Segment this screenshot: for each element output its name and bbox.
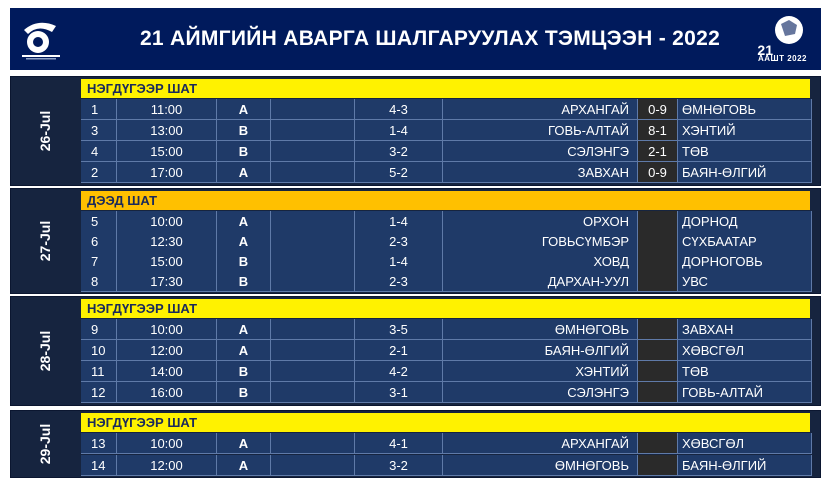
home-team: АРХАНГАЙ	[443, 433, 638, 454]
blank-cell	[271, 319, 355, 340]
match-number: 14	[81, 455, 117, 476]
match-time: 12:30	[117, 231, 217, 252]
home-team: АРХАНГАЙ	[443, 99, 638, 120]
home-team: ОРХОН	[443, 211, 638, 232]
match-score: 0-9	[638, 162, 678, 183]
match-group: B	[217, 382, 271, 403]
match-row	[81, 162, 810, 183]
away-team: ХӨВСГӨЛ	[678, 433, 812, 454]
away-team: ӨМНӨГОВЬ	[678, 99, 812, 120]
match-result: 3-2	[355, 455, 443, 476]
blank-cell	[271, 141, 355, 162]
away-team: БАЯН-ӨЛГИЙ	[678, 162, 812, 183]
match-group: B	[217, 361, 271, 382]
home-team: СЭЛЭНГЭ	[443, 382, 638, 403]
match-row	[81, 382, 810, 403]
match-group: A	[217, 319, 271, 340]
match-number: 7	[81, 251, 117, 272]
date-cell	[11, 411, 79, 477]
match-number: 11	[81, 361, 117, 382]
match-result: 4-2	[355, 361, 443, 382]
away-team: ХЭНТИЙ	[678, 120, 812, 141]
away-team: ЗАВХАН	[678, 319, 812, 340]
match-time: 14:00	[117, 361, 217, 382]
day-block	[10, 188, 821, 294]
match-group: A	[217, 455, 271, 476]
match-result: 3-5	[355, 319, 443, 340]
match-time: 10:00	[117, 211, 217, 232]
match-time: 17:30	[117, 271, 217, 292]
match-group: B	[217, 251, 271, 272]
blank-cell	[271, 433, 355, 454]
match-row	[81, 433, 810, 454]
match-number: 4	[81, 141, 117, 162]
match-row	[81, 251, 810, 272]
match-row	[81, 141, 810, 162]
day-block	[10, 296, 821, 406]
match-row	[81, 211, 810, 232]
match-number: 5	[81, 211, 117, 232]
away-team: ХӨВСГӨЛ	[678, 340, 812, 361]
home-team: ӨМНӨГОВЬ	[443, 319, 638, 340]
match-time: 16:00	[117, 382, 217, 403]
page-title: 21 АЙМГИЙН АВАРГА ШАЛГАРУУЛАХ ТЭМЦЭЭН - 2022	[139, 27, 721, 50]
match-time: 12:00	[117, 455, 217, 476]
match-time: 15:00	[117, 141, 217, 162]
match-result: 3-1	[355, 382, 443, 403]
stage-label: НЭГДҮГЭЭР ШАТ	[81, 79, 810, 98]
match-number: 2	[81, 162, 117, 183]
away-team: ДОРНОГОВЬ	[678, 251, 812, 272]
logo-number: 21	[757, 42, 773, 58]
home-team: ГОВЬСҮМБЭР	[443, 231, 638, 252]
away-team: УВС	[678, 271, 812, 292]
date-label: 26-Jul	[37, 110, 53, 152]
stage-label: НЭГДҮГЭЭР ШАТ	[81, 299, 810, 318]
match-group: A	[217, 433, 271, 454]
match-row	[81, 271, 810, 292]
home-team: ГОВЬ-АЛТАЙ	[443, 120, 638, 141]
match-time: 15:00	[117, 251, 217, 272]
match-group: A	[217, 231, 271, 252]
match-score	[638, 382, 678, 403]
blank-cell	[271, 162, 355, 183]
logo-caption: ААШТ 2022	[758, 54, 807, 63]
blank-cell	[271, 361, 355, 382]
match-time: 10:00	[117, 433, 217, 454]
away-team: ДОРНОД	[678, 211, 812, 232]
blank-cell	[271, 99, 355, 120]
match-row	[81, 120, 810, 141]
home-team: ЗАВХАН	[443, 162, 638, 183]
match-group: A	[217, 340, 271, 361]
match-group: A	[217, 211, 271, 232]
stage-label: НЭГДҮГЭЭР ШАТ	[81, 413, 810, 432]
match-time: 12:00	[117, 340, 217, 361]
home-team: СЭЛЭНГЭ	[443, 141, 638, 162]
match-number: 3	[81, 120, 117, 141]
match-score	[638, 271, 678, 292]
match-result: 1-4	[355, 211, 443, 232]
match-row	[81, 99, 810, 120]
match-result: 2-3	[355, 271, 443, 292]
match-row	[81, 361, 810, 382]
match-score	[638, 361, 678, 382]
day-block	[10, 410, 821, 478]
match-score	[638, 319, 678, 340]
blank-cell	[271, 271, 355, 292]
blank-cell	[271, 211, 355, 232]
date-cell	[11, 77, 79, 185]
away-team: СҮХБААТАР	[678, 231, 812, 252]
match-score	[638, 231, 678, 252]
date-label: 29-Jul	[37, 423, 53, 465]
home-team: ДАРХАН-УУЛ	[443, 271, 638, 292]
home-team: ХОВД	[443, 251, 638, 272]
match-group: A	[217, 99, 271, 120]
match-group: B	[217, 120, 271, 141]
date-cell	[11, 297, 79, 405]
away-team: ТӨВ	[678, 361, 812, 382]
match-score: 0-9	[638, 99, 678, 120]
match-result: 2-1	[355, 340, 443, 361]
match-number: 10	[81, 340, 117, 361]
match-number: 6	[81, 231, 117, 252]
date-label: 27-Jul	[37, 220, 53, 262]
match-result: 2-3	[355, 231, 443, 252]
match-score	[638, 211, 678, 232]
match-time: 13:00	[117, 120, 217, 141]
blank-cell	[271, 231, 355, 252]
home-team: ӨМНӨГОВЬ	[443, 455, 638, 476]
match-score	[638, 433, 678, 454]
match-number: 8	[81, 271, 117, 292]
match-time: 11:00	[117, 99, 217, 120]
match-row	[81, 319, 810, 340]
match-number: 1	[81, 99, 117, 120]
match-score: 8-1	[638, 120, 678, 141]
date-label: 28-Jul	[37, 330, 53, 372]
match-result: 1-4	[355, 251, 443, 272]
match-row	[81, 340, 810, 361]
match-row	[81, 231, 810, 252]
blank-cell	[271, 120, 355, 141]
match-score	[638, 455, 678, 476]
date-cell	[11, 189, 79, 293]
home-team: ХЭНТИЙ	[443, 361, 638, 382]
blank-cell	[271, 382, 355, 403]
match-group: A	[217, 162, 271, 183]
stage-label: ДЭЭД ШАТ	[81, 191, 810, 210]
match-result: 3-2	[355, 141, 443, 162]
match-time: 17:00	[117, 162, 217, 183]
match-result: 4-3	[355, 99, 443, 120]
blank-cell	[271, 455, 355, 476]
match-group: B	[217, 271, 271, 292]
page-header	[10, 8, 821, 70]
match-number: 12	[81, 382, 117, 403]
away-team: ТӨВ	[678, 141, 812, 162]
match-group: B	[217, 141, 271, 162]
match-number: 9	[81, 319, 117, 340]
home-team: БАЯН-ӨЛГИЙ	[443, 340, 638, 361]
federation-logo-icon	[18, 16, 64, 62]
away-team: ГОВЬ-АЛТАЙ	[678, 382, 812, 403]
blank-cell	[271, 340, 355, 361]
match-result: 5-2	[355, 162, 443, 183]
match-number: 13	[81, 433, 117, 454]
match-score	[638, 340, 678, 361]
day-block	[10, 76, 821, 186]
match-result: 4-1	[355, 433, 443, 454]
match-score	[638, 251, 678, 272]
blank-cell	[271, 251, 355, 272]
away-team: БАЯН-ӨЛГИЙ	[678, 455, 812, 476]
match-result: 1-4	[355, 120, 443, 141]
match-row	[81, 455, 810, 476]
match-time: 10:00	[117, 319, 217, 340]
match-score: 2-1	[638, 141, 678, 162]
